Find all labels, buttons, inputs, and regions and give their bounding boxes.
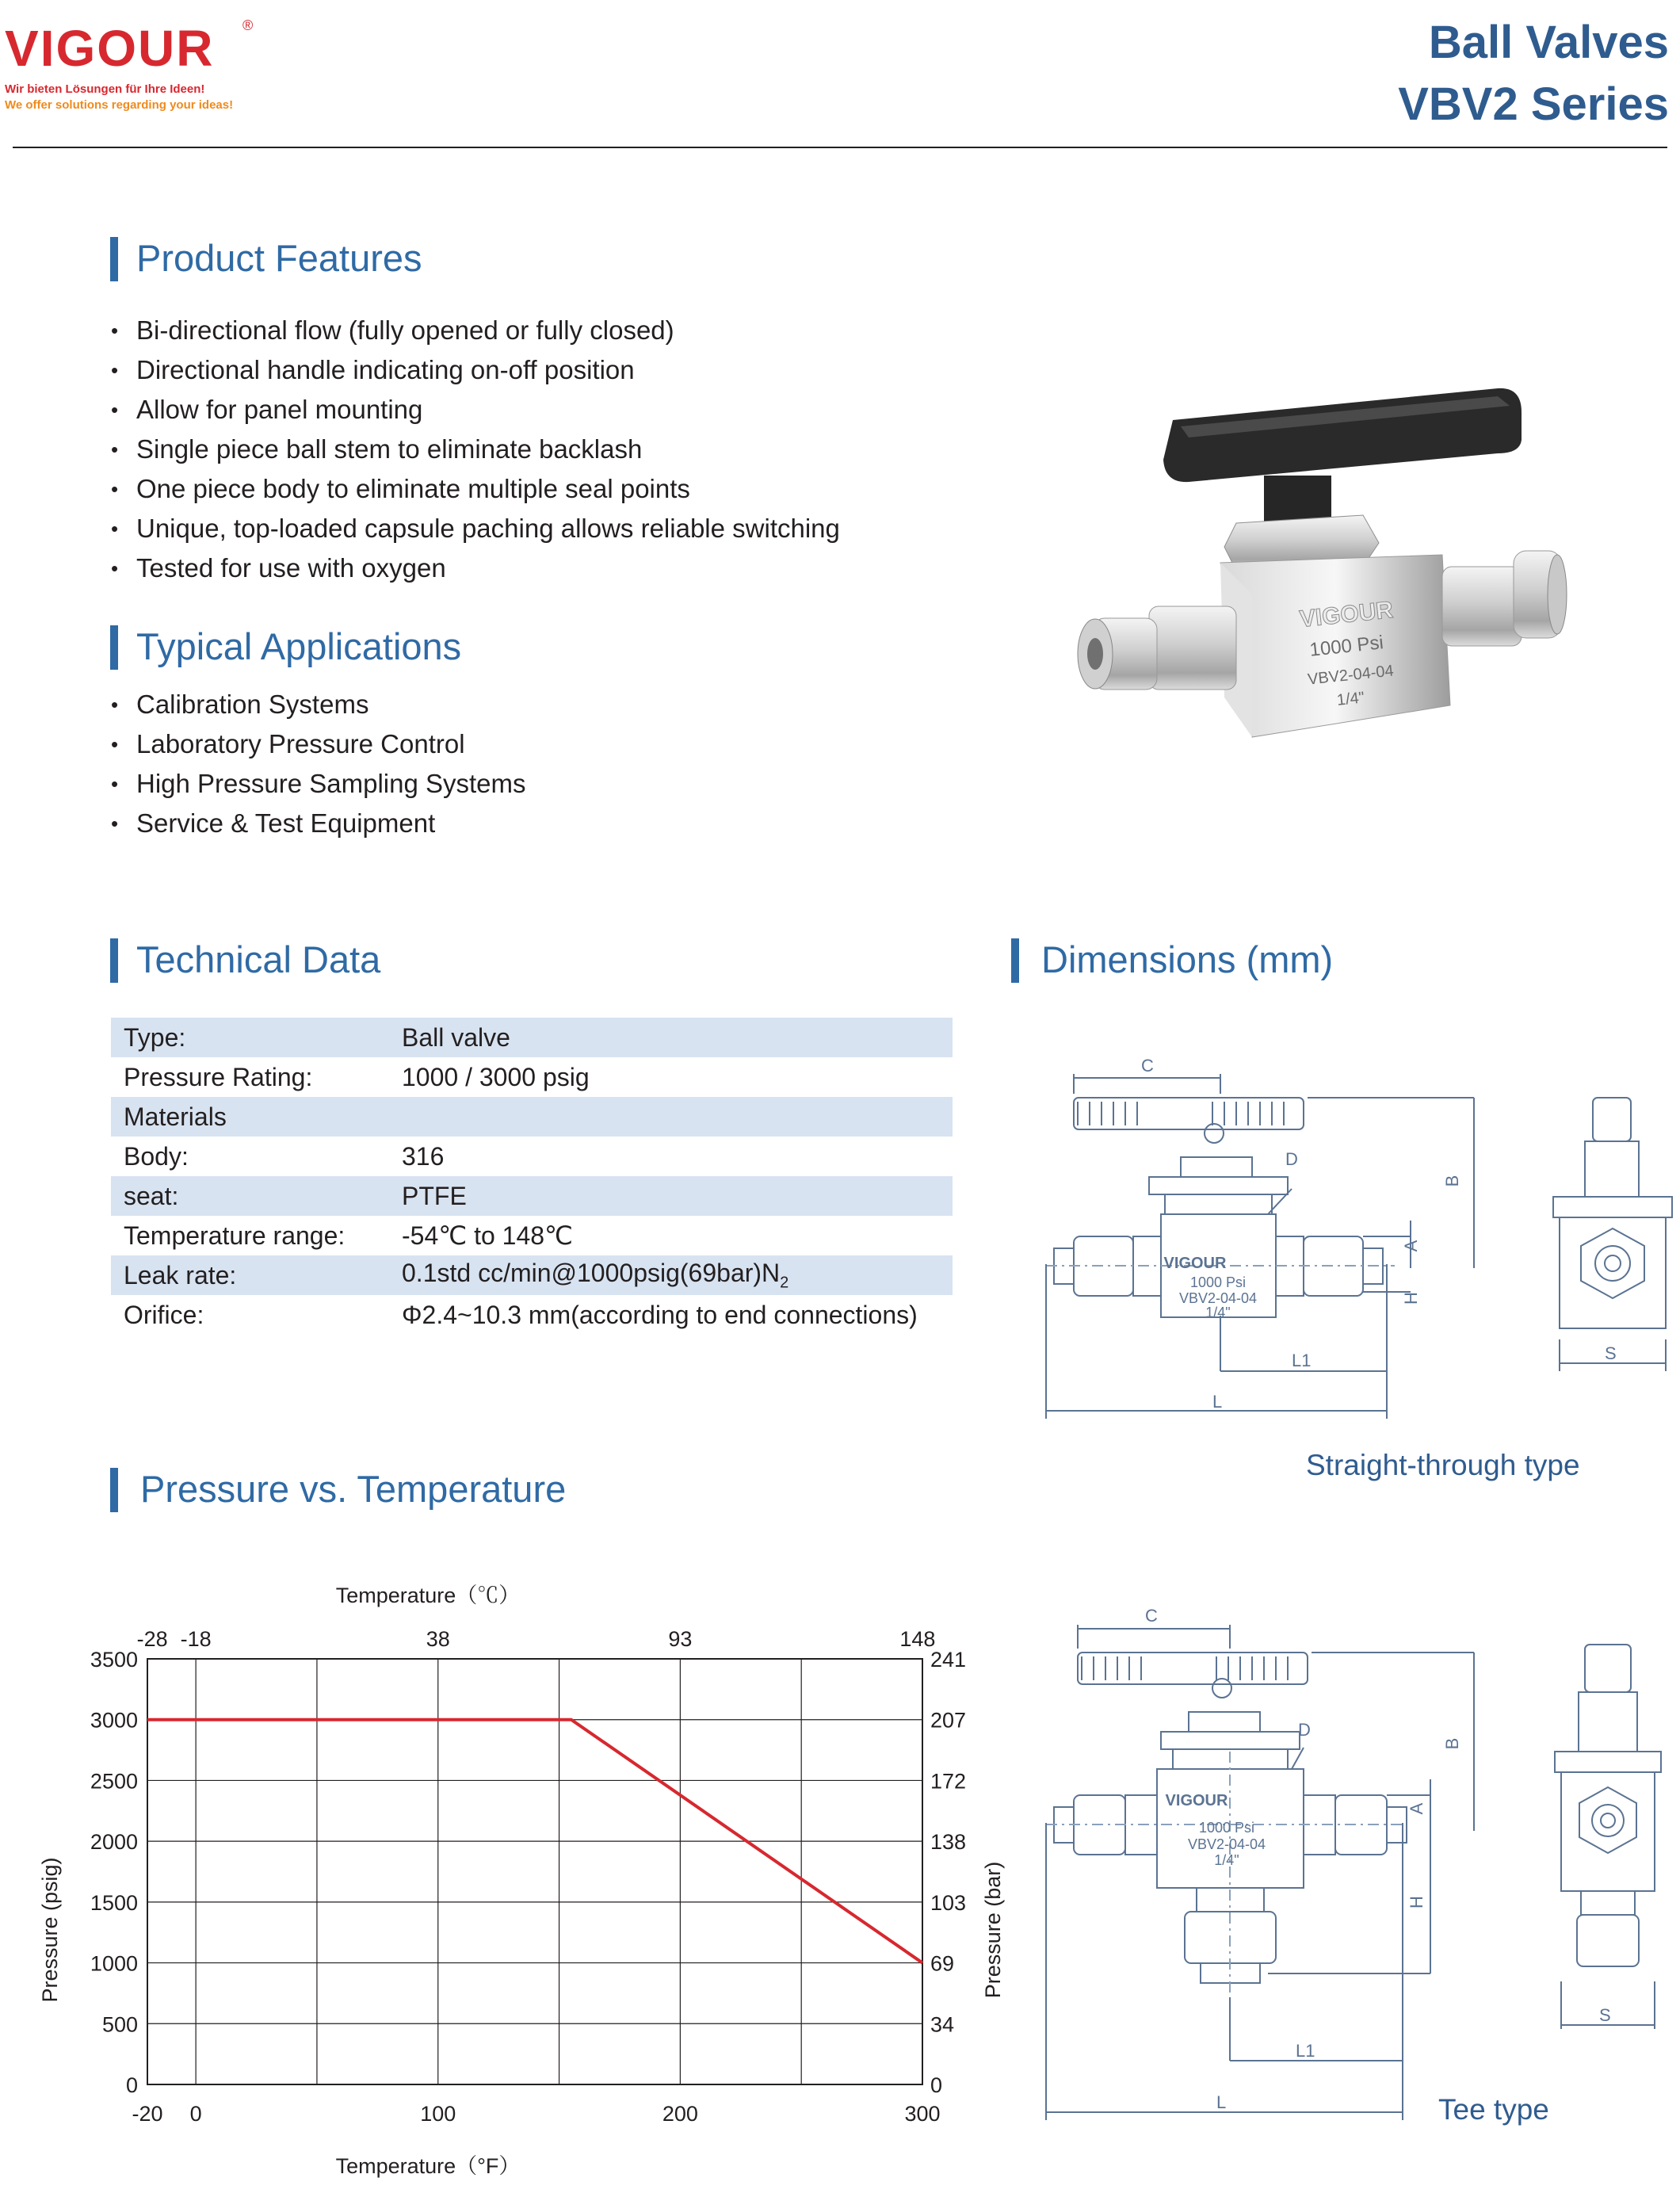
table-value	[389, 1097, 953, 1137]
y-right-tick-label: 172	[930, 1769, 967, 1794]
dim-label-a: A	[1407, 1802, 1426, 1815]
pt-heading: Pressure vs. Temperature	[140, 1468, 567, 1510]
list-item: • Allow for panel mounting	[111, 390, 840, 430]
y-tick-label: 3500	[90, 1648, 138, 1672]
x-tick-label: 300	[904, 2102, 941, 2126]
tagline-english: We offer solutions regarding your ideas!	[5, 98, 234, 112]
table-key: Materials	[111, 1097, 389, 1137]
dim-label-c: C	[1141, 1056, 1154, 1076]
drawing-marking-pressure: 1000 Psi	[1189, 1274, 1247, 1290]
list-item: • Single piece ball stem to eliminate backlash	[111, 430, 840, 469]
section-marker	[110, 938, 118, 983]
x-top-tick-label: -28	[136, 1627, 168, 1651]
y-tick-label: 3000	[90, 1708, 138, 1733]
y-right-tick-label: 241	[930, 1648, 967, 1672]
features-list	[111, 311, 840, 588]
dim-label-l1: L1	[1296, 2041, 1315, 2061]
list-item: • Laboratory Pressure Control	[111, 724, 526, 764]
applications-list	[111, 685, 526, 843]
drawing-marking-pressure: 1000 Psi	[1198, 1820, 1255, 1836]
table-value: -54℃ to 148℃	[402, 1221, 573, 1250]
dim-label-l: L	[1212, 1392, 1223, 1412]
table-row	[111, 1295, 953, 1335]
list-item: • High Pressure Sampling Systems	[111, 764, 526, 804]
dim-label-h: H	[1401, 1292, 1421, 1305]
header-divider	[13, 147, 1667, 148]
table-row	[111, 1216, 953, 1255]
table-key: Orifice:	[124, 1300, 204, 1329]
leak-rate-subscript: 2	[780, 1274, 789, 1292]
x-top-tick-label: -18	[180, 1627, 212, 1651]
dim-label-b: B	[1442, 1737, 1462, 1750]
photo-marking-brand: VIGOUR	[1298, 596, 1395, 633]
y-right-tick-label: 0	[930, 2073, 943, 2097]
section-marker	[110, 1468, 118, 1512]
y-right-tick-label: 103	[930, 1890, 967, 1915]
x-top-tick-label: 148	[899, 1627, 936, 1651]
table-key: seat:	[111, 1176, 389, 1216]
y-right-tick-label: 69	[930, 1951, 955, 1976]
chart-y-right-axis-label: Pressure (bar)	[981, 1861, 1005, 1999]
list-item: • Service & Test Equipment	[111, 804, 526, 843]
table-value: Ball valve	[389, 1018, 953, 1057]
dim-label-d: D	[1298, 1720, 1311, 1740]
dim-label-l1: L1	[1292, 1351, 1312, 1370]
leak-rate-text: 0.1std cc/min@1000psig(69bar)N	[402, 1258, 781, 1287]
dim-label-d: D	[1285, 1149, 1298, 1169]
chart-y-axis-label: Pressure (psig)	[38, 1857, 62, 2003]
dim-label-l: L	[1216, 2092, 1227, 2112]
photo-marking-size: 1/4"	[1335, 689, 1365, 709]
section-marker	[110, 237, 118, 281]
dim-label-h: H	[1407, 1896, 1426, 1909]
table-row	[111, 1097, 953, 1137]
table-value: 316	[402, 1141, 445, 1171]
dim-label-s: S	[1599, 2005, 1611, 2025]
dimensions-heading: Dimensions (mm)	[1041, 938, 1334, 980]
table-row	[111, 1176, 953, 1216]
table-row	[111, 1057, 953, 1097]
table-key: Leak rate:	[111, 1255, 389, 1295]
y-tick-label: 2000	[90, 1830, 138, 1855]
drawing-marking-model: VBV2-04-04	[1187, 1836, 1266, 1852]
list-item: • Directional handle indicating on-off position	[111, 350, 840, 390]
dim-label-a: A	[1401, 1240, 1421, 1252]
list-item: • Calibration Systems	[111, 685, 526, 724]
table-value: Φ2.4~10.3 mm(according to end connections)	[402, 1300, 918, 1329]
table-key: Temperature range:	[124, 1221, 346, 1250]
x-tick-label: 200	[662, 2102, 698, 2126]
section-marker	[110, 625, 118, 670]
drawing-marking-model: VBV2-04-04	[1178, 1290, 1258, 1306]
y-tick-label: 1000	[90, 1951, 138, 1976]
straight-through-caption: Straight-through type	[1306, 1449, 1580, 1481]
x-top-tick-label: 93	[668, 1627, 693, 1651]
chart-frame	[147, 1659, 922, 2084]
y-tick-label: 2500	[90, 1769, 138, 1794]
page-subtitle: VBV2 Series	[1398, 78, 1669, 130]
technical-heading: Technical Data	[136, 938, 381, 980]
y-tick-label: 500	[101, 2012, 138, 2037]
list-item: • Unique, top-loaded capsule paching allows reliable switching	[111, 509, 840, 548]
table-row	[111, 1137, 953, 1176]
table-value: PTFE	[389, 1176, 953, 1216]
table-row	[111, 1018, 953, 1057]
y-tick-label: 0	[125, 2073, 138, 2097]
y-tick-label: 1500	[90, 1890, 138, 1915]
chart-x-axis-label: Temperature（°F）	[335, 2154, 521, 2178]
x-top-tick-label: 38	[426, 1627, 450, 1651]
list-item: • Bi-directional flow (fully opened or fully closed)	[111, 311, 840, 350]
page-title: Ball Valves	[1428, 17, 1669, 68]
features-heading: Product Features	[136, 237, 422, 279]
pressure-temperature-chart	[0, 1569, 1046, 2195]
registered-mark: ®	[242, 17, 254, 33]
list-item: • Tested for use with oxygen	[111, 548, 840, 588]
chart-top-axis-label: Temperature（℃）	[335, 1584, 521, 1607]
list-item: • One piece body to eliminate multiple seal points	[111, 469, 840, 509]
tagline-german: Wir bieten Lösungen für Ihre Ideen!	[5, 82, 205, 96]
drawing-marking-brand: VIGOUR	[1163, 1255, 1227, 1272]
dim-label-s: S	[1605, 1343, 1617, 1363]
dim-label-b: B	[1442, 1175, 1462, 1187]
x-tick-label: 100	[420, 2102, 456, 2126]
photo-marking-pressure: 1000 Psi	[1308, 632, 1385, 661]
table-key: Type:	[111, 1018, 389, 1057]
applications-heading: Typical Applications	[136, 625, 462, 667]
drawing-marking-size: 1/4"	[1205, 1305, 1231, 1320]
x-tick-label: 0	[189, 2102, 202, 2126]
table-value: 1000 / 3000 psig	[402, 1062, 590, 1091]
table-row	[111, 1255, 953, 1295]
drawing-marking-brand: VIGOUR	[1165, 1792, 1228, 1809]
tee-type-caption: Tee type	[1438, 2093, 1549, 2126]
table-key: Pressure Rating:	[124, 1062, 313, 1091]
drawing-marking-size: 1/4"	[1214, 1852, 1239, 1868]
table-key: Body:	[124, 1141, 189, 1171]
section-marker	[1011, 938, 1019, 983]
x-tick-label: -20	[132, 2102, 163, 2126]
technical-data-table	[111, 1018, 953, 1335]
ball-valve-photo	[1046, 365, 1569, 777]
table-value	[389, 1255, 953, 1295]
straight-through-drawing	[1030, 1038, 1680, 1427]
y-right-tick-label: 34	[930, 2012, 955, 2037]
brand-logo: VIGOUR	[5, 20, 215, 77]
photo-marking-model: VBV2-04-04	[1307, 662, 1395, 689]
y-right-tick-label: 207	[930, 1708, 967, 1733]
y-right-tick-label: 138	[930, 1830, 967, 1855]
tee-type-drawing	[1030, 1585, 1680, 2124]
dim-label-c: C	[1145, 1606, 1158, 1626]
